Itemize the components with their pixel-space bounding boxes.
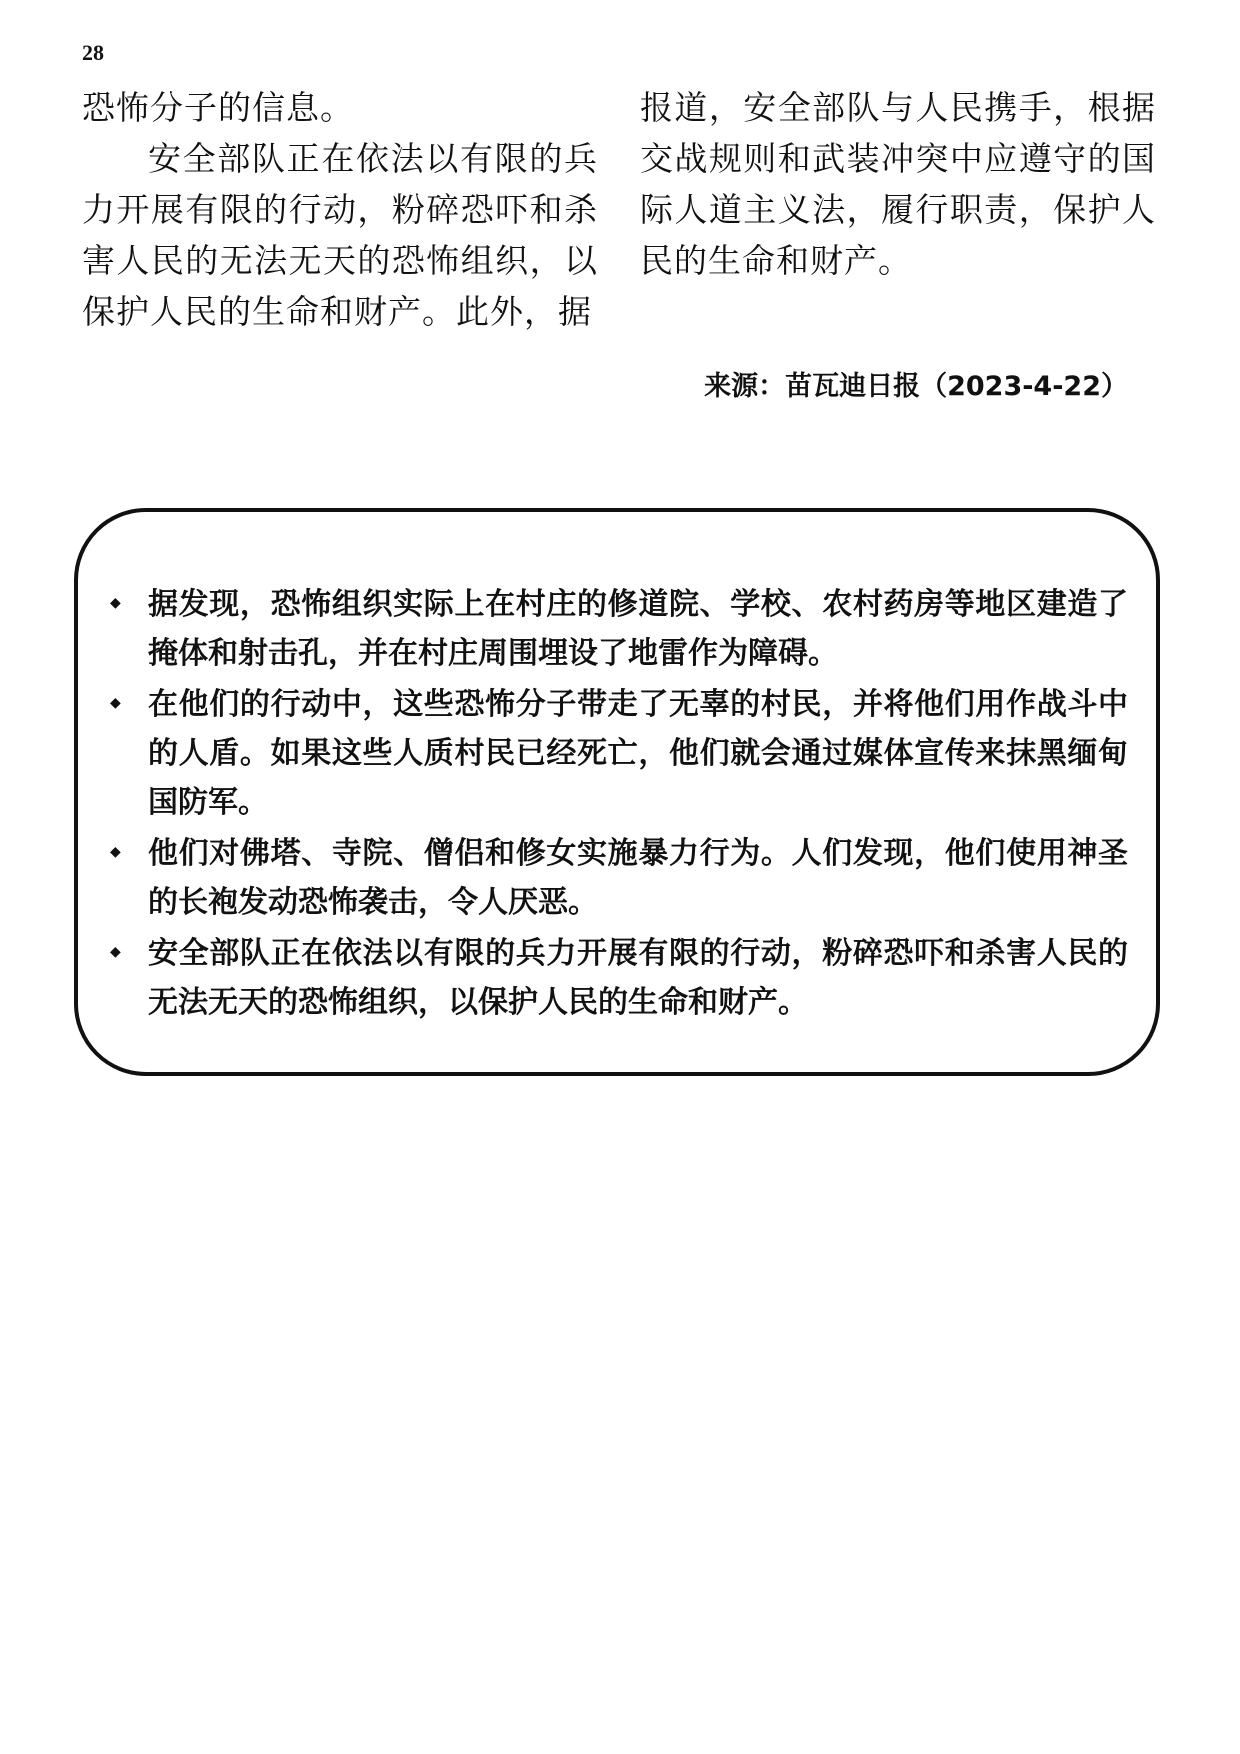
summary-item-text: 在他们的行动中，这些恐怖分子带走了无辜的村民，并将他们用作战斗中的人盾。如果这些人质村民已经死亡，他们就会通过媒体宣传来抹黑缅甸国防军。 [148,687,1128,820]
summary-item-text: 他们对佛塔、寺院、僧侣和修女实施暴力行为。人们发现，他们使用神圣的长袍发动恐怖袭击，令人厌恶。 [148,836,1128,920]
summary-item-text: 安全部队正在依法以有限的兵力开展有限的行动，粉碎恐吓和杀害人民的无法无天的恐怖组织，以保护人民的生命和财产。 [148,936,1128,1020]
diamond-bullet-icon: ◆ [110,944,121,960]
summary-item-text: 据发现，恐怖组织实际上在村庄的修道院、学校、农村药房等地区建造了掩体和射击孔，并在村庄周围埋设了地雷作为障碍。 [148,587,1128,671]
summary-item [106,580,1128,678]
summary-item [106,829,1128,927]
summary-item [106,929,1128,1027]
article-left-column [82,82,598,337]
article-paragraph: 安全部队正在依法以有限的兵力开展有限的行动，粉碎恐吓和杀害人民的无法无天的恐怖组织，以保护人民的生命和财产。此外，据 [82,139,598,331]
article-continuation-text: 恐怖分子的信息。 [82,88,354,127]
summary-item [106,680,1128,827]
diamond-bullet-icon: ◆ [110,695,121,711]
page-number: 28 [82,40,104,65]
diamond-bullet-icon: ◆ [110,595,121,611]
summary-list [106,580,1128,1029]
article-source: 来源：苗瓦迪日报（2023-4-22） [704,371,1128,402]
article-right-column [640,82,1156,286]
diamond-bullet-icon: ◆ [110,844,121,860]
article-paragraph-continued: 报道，安全部队与人民携手，根据交战规则和武装冲突中应遵守的国际人道主义法，履行职责，保护人民的生命和财产。 [640,88,1156,280]
summary-box [74,508,1160,1076]
